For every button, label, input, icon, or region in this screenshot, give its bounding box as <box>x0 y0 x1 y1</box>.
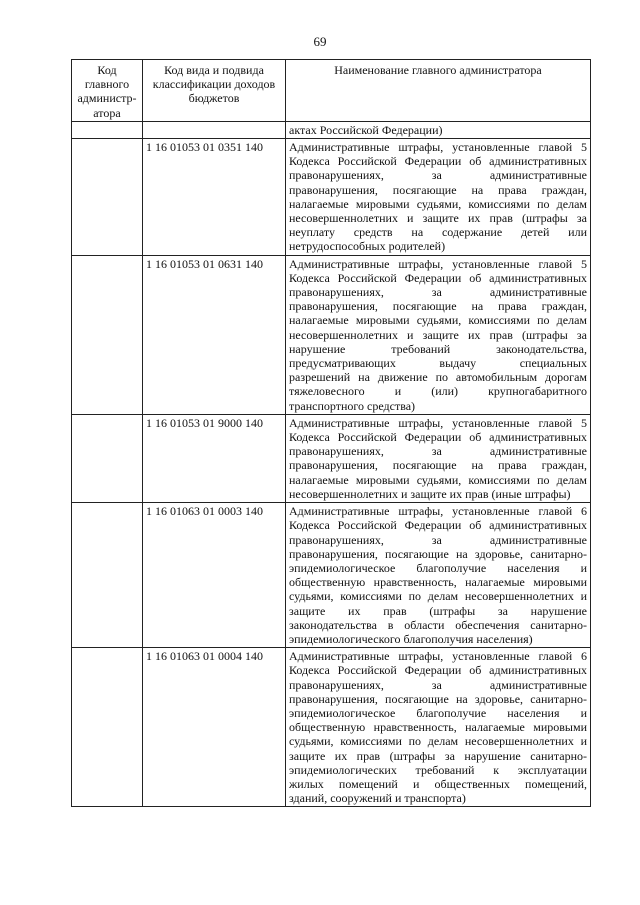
revenue-code-cell <box>143 121 286 138</box>
name-line: зданий, сооружений и транспорта) <box>289 791 466 806</box>
name-line: эпидемиологическое благополучие населения и <box>289 560 587 575</box>
name-line: несовершеннолетних и защите их прав (штрафы за <box>289 327 587 342</box>
name-line: правонарушения, посягающие на права граждан, <box>289 182 587 197</box>
admin-code-cell <box>72 255 143 414</box>
admin-code-cell <box>72 648 143 807</box>
table-row <box>72 139 591 256</box>
name-line: налагаемые мировыми судьями, комиссиями по делам <box>289 472 587 487</box>
table-row <box>72 503 591 648</box>
table-header-row <box>72 60 591 122</box>
admin-code-cell <box>72 414 143 502</box>
name-line: налагаемые мировыми судьями, комиссиями по делам <box>289 313 587 328</box>
name-line: правонарушениях, за административные <box>289 532 587 547</box>
admin-code-cell <box>72 139 143 256</box>
name-line: правонарушения, посягающие на права граждан, <box>289 299 587 314</box>
name-line: актах Российской Федерации) <box>289 122 443 137</box>
name-line: несовершеннолетних и защите их прав (штрафы за <box>289 211 587 226</box>
name-line: судьями, комиссиями по делам несовершеннолетних и <box>289 734 587 749</box>
header-line: атора <box>93 105 121 120</box>
header-line: классификации доходов <box>152 77 276 92</box>
name-line: эпидемиологического благополучия населения) <box>289 631 533 646</box>
name-line: правонарушениях, за административные <box>289 444 587 459</box>
table-row <box>72 648 591 807</box>
name-line: защите их прав (штрафы за нарушение санитарно- <box>289 748 587 763</box>
page-number: 69 <box>313 34 327 49</box>
name-line: жилых помещений и общественных помещений, <box>289 776 587 791</box>
name-line: правонарушения, посягающие на права граждан, <box>289 458 587 473</box>
name-line: общественную нравственность, налагаемые мировыми <box>289 575 587 590</box>
name-line: Кодекса Российской Федерации об административных <box>289 663 587 678</box>
table-row <box>72 121 591 138</box>
name-line: правонарушения, посягающие на здоровье, санитарно- <box>289 546 587 561</box>
admin-name-cell <box>286 255 591 414</box>
name-line: Административные штрафы, установленные главой 5 <box>289 256 587 271</box>
revenue-code-cell: 1 16 01053 01 9000 140 <box>143 414 286 502</box>
header-line: Наименование главного администратора <box>334 63 542 77</box>
name-line: правонарушениях, за административные <box>289 168 587 183</box>
admin-code-cell <box>72 121 143 138</box>
name-line: несовершеннолетних и защите их прав (иные штрафы) <box>289 486 571 501</box>
header-revenue-code <box>143 60 286 122</box>
name-line: разрешений на движение по автомобильным дорогам <box>289 370 587 385</box>
admin-name-cell <box>286 648 591 807</box>
name-line: законодательства в области обеспечения санитарно- <box>289 617 587 632</box>
admin-name-cell <box>286 121 591 138</box>
admin-name-cell <box>286 503 591 648</box>
admin-name-cell <box>286 414 591 502</box>
name-line: Кодекса Российской Федерации об административных <box>289 154 587 169</box>
admin-code-cell <box>72 503 143 648</box>
revenue-code-cell: 1 16 01063 01 0003 140 <box>143 503 286 648</box>
name-line: налагаемые мировыми судьями, комиссиями по делам <box>289 196 587 211</box>
name-line: Административные штрафы, установленные главой 5 <box>289 140 587 155</box>
name-line: тяжеловесного и (или) крупногабаритного <box>289 384 587 399</box>
revenue-code-cell: 1 16 01053 01 0351 140 <box>143 139 286 256</box>
revenue-administrators-table <box>71 59 591 807</box>
name-line: Административные штрафы, установленные главой 6 <box>289 504 587 519</box>
header-admin-code <box>72 60 143 122</box>
revenue-code-cell: 1 16 01053 01 0631 140 <box>143 255 286 414</box>
name-line: общественную нравственность, налагаемые мировыми <box>289 720 587 735</box>
name-line: нетрудоспособных родителей) <box>289 239 446 254</box>
name-line: защите их прав (штрафы за нарушение <box>289 603 587 618</box>
name-line: судьями, комиссиями по делам несовершеннолетних и <box>289 589 587 604</box>
name-line: эпидемиологических требований к эксплуатации <box>289 762 587 777</box>
name-line: эпидемиологическое благополучие населения и <box>289 705 587 720</box>
table-row <box>72 414 591 502</box>
name-line: Кодекса Российской Федерации об административных <box>289 270 587 285</box>
name-line: правонарушениях, за административные <box>289 285 587 300</box>
name-line: транспортного средства) <box>289 398 416 413</box>
table-body <box>72 121 591 807</box>
name-line: Административные штрафы, установленные главой 6 <box>289 649 587 664</box>
header-line: главного <box>84 77 130 92</box>
header-line: администр- <box>77 91 137 106</box>
header-line: Код вида и подвида <box>164 63 264 77</box>
name-line: Кодекса Российской Федерации об административных <box>289 518 587 533</box>
name-line: правонарушения, посягающие на здоровье, санитарно- <box>289 691 587 706</box>
header-line: Код <box>97 63 117 77</box>
name-line: предусматривающих выдачу специальных <box>289 356 587 371</box>
header-line: бюджетов <box>188 91 240 106</box>
header-admin-name <box>286 60 591 122</box>
name-line: нарушение требований законодательства, <box>289 341 587 356</box>
revenue-code-cell: 1 16 01063 01 0004 140 <box>143 648 286 807</box>
name-line: Кодекса Российской Федерации об административных <box>289 430 587 445</box>
name-line: неуплату средств на содержание детей или <box>289 225 587 240</box>
name-line: правонарушениях, за административные <box>289 677 587 692</box>
name-line: Административные штрафы, установленные главой 5 <box>289 415 587 430</box>
table-row <box>72 255 591 414</box>
admin-name-cell <box>286 139 591 256</box>
